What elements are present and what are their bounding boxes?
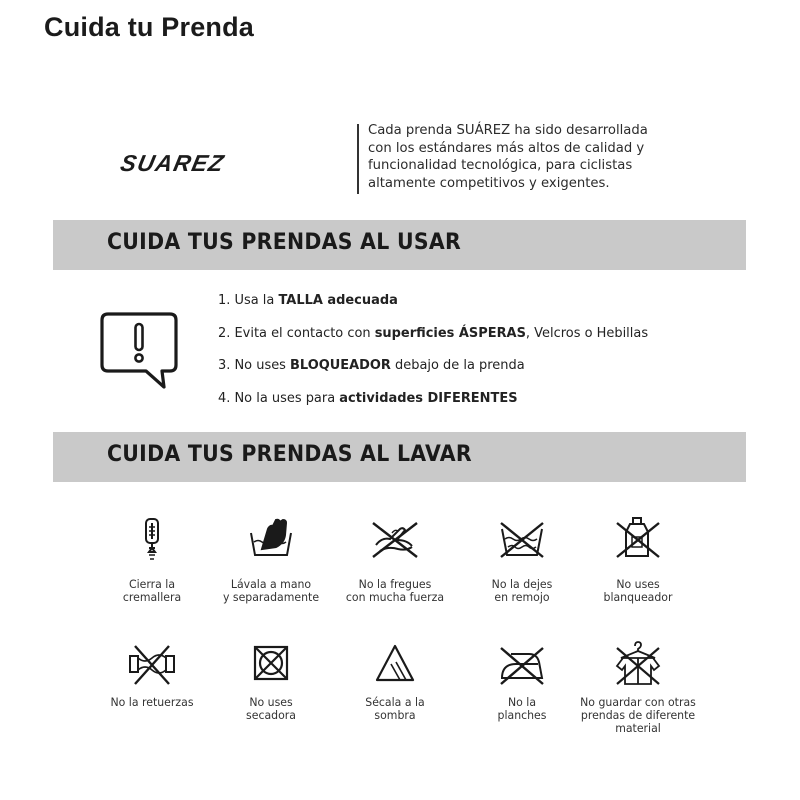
usage-rule: 2. Evita el contacto con superficies ÁSPERAS, Velcros o Hebillas (218, 324, 649, 341)
suarez-logo: SUAREZ (118, 150, 228, 176)
care-label: No la planches (497, 695, 547, 722)
usage-rule: 3. No uses BLOQUEADOR debajo de la prenda (218, 357, 525, 373)
no-bleach-icon (613, 515, 663, 565)
care-label: Sécala a la sombra (365, 695, 425, 722)
usage-rule: 4. No la uses para actividades DIFERENTES (218, 389, 518, 406)
warning-speech-bubble-icon (100, 311, 180, 391)
no-wring-icon (127, 640, 177, 690)
no-store-with-others-icon (613, 640, 663, 690)
care-item-dry-in-shade (325, 640, 465, 750)
care-item-no-store-with-others (568, 640, 708, 750)
brand-divider (357, 124, 359, 194)
care-label: Lávala a mano y separadamente (222, 577, 320, 604)
section-header-wash (53, 432, 746, 482)
care-label: No la dejes en remojo (491, 577, 553, 604)
care-label: No la fregues con mucha fuerza (345, 577, 445, 604)
usage-rules-list (218, 292, 666, 422)
care-label: No uses blanqueador (603, 577, 673, 604)
brand-section (0, 120, 800, 196)
brand-description (368, 122, 708, 192)
hand-wash-icon (246, 515, 296, 565)
brand-description-line: con los estándares más altos de calidad y (368, 140, 645, 156)
care-label: No guardar con otras prendas de diferente material (580, 695, 696, 735)
zipper-icon (127, 515, 177, 565)
section-title-wash: CUIDA TUS PRENDAS AL LAVAR (107, 442, 472, 467)
usage-rule: 1. Usa la TALLA adecuada (218, 292, 398, 308)
care-item-no-bleach (568, 515, 708, 625)
no-scrub-icon (370, 515, 420, 565)
section-header-use (53, 220, 746, 270)
section-title-use: CUIDA TUS PRENDAS AL USAR (107, 230, 462, 255)
care-item-no-tumble-dry (201, 640, 341, 750)
no-soak-icon (497, 515, 547, 565)
care-item-hand-wash (201, 515, 341, 625)
no-iron-icon (497, 640, 547, 690)
care-item-no-scrub (325, 515, 465, 625)
care-label: Cierra la cremallera (122, 577, 182, 604)
no-tumble-dry-icon (246, 640, 296, 690)
brand-description-line: altamente competitivos y exigentes. (368, 175, 610, 191)
care-label: No la retuerzas (110, 695, 194, 709)
brand-description-line: funcionalidad tecnológica, para ciclistas (368, 158, 633, 173)
brand-description-line: Cada prenda SUÁREZ ha sido desarrollada (368, 123, 648, 138)
dry-in-shade-icon (370, 640, 420, 690)
care-label: No uses secadora (246, 695, 296, 722)
page-title: Cuida tu Prenda (44, 12, 255, 42)
